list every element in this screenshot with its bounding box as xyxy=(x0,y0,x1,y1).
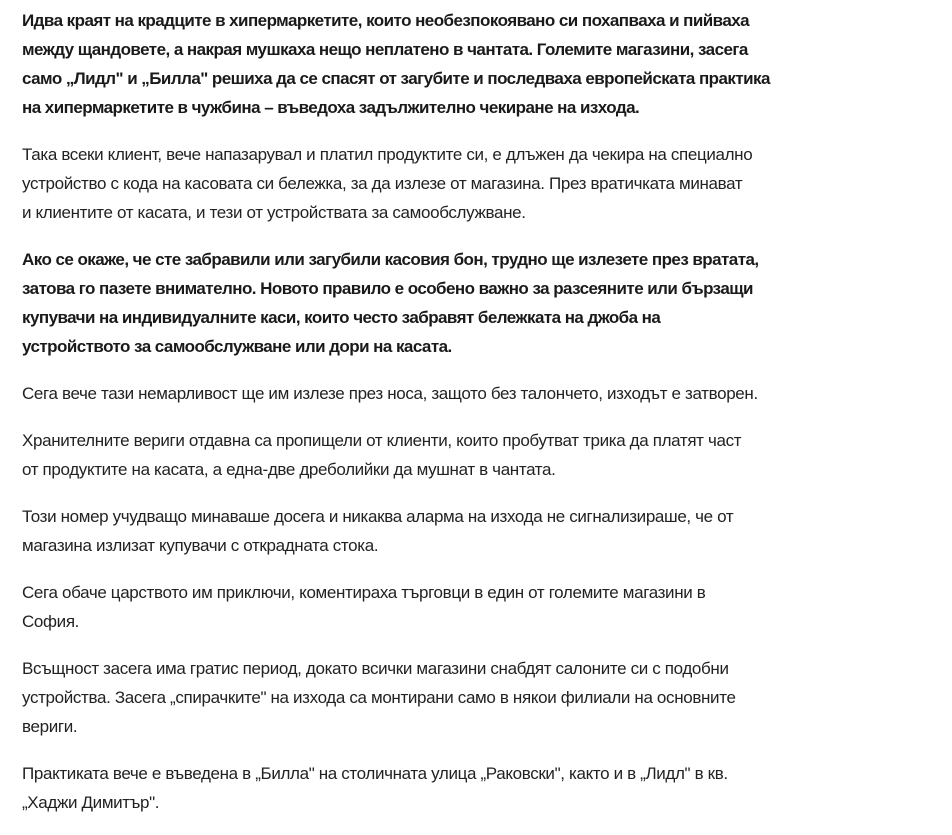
paragraph-line: устройства. Засега „спирачките" на изхода са монтирани само в някои филиали на основните xyxy=(22,688,736,707)
paragraph xyxy=(22,379,942,408)
paragraph-line: Ако се окаже, че сте забравили или загубили касовия бон, трудно ще излезете през вратата, xyxy=(22,250,759,269)
paragraph xyxy=(22,140,942,227)
paragraph xyxy=(22,502,942,560)
paragraph-line: на хипермаркетите в чужбина – въведоха задължително чекиране на изхода. xyxy=(22,98,640,117)
paragraph-line: Идва краят на крадците в хипермаркетите, които необезпокоявано си похапваха и пийваха xyxy=(22,11,750,30)
paragraph-line: Сега вече тази немарливост ще им излезе през носа, защото без талончето, изходът е затворен. xyxy=(22,384,758,403)
paragraph-line: магазина излизат купувачи с открадната стока. xyxy=(22,536,379,555)
paragraph-line: затова го пазете внимателно. Новото правило е особено важно за разсеяните или бързащи xyxy=(22,279,753,298)
paragraph-line: само „Лидл" и „Билла" решиха да се спасят от загубите и последваха европейската практика xyxy=(22,69,770,88)
paragraph-line: Хранителните вериги отдавна са пропищели от клиенти, които пробутват трика да платят част xyxy=(22,431,742,450)
paragraph-line: „Хаджи Димитър". xyxy=(22,793,160,812)
paragraph-line: Практиката вече е въведена в „Билла" на столичната улица „Раковски", както и в „Лидл" в кв. xyxy=(22,764,728,783)
paragraph-line: Този номер учудващо минаваше досега и никаква аларма на изхода не сигнализираше, че от xyxy=(22,507,734,526)
paragraph-line: между щандовете, а накрая мушкаха нещо неплатено в чантата. Големите магазини, засега xyxy=(22,40,748,59)
paragraph-line: вериги. xyxy=(22,717,78,736)
paragraph xyxy=(22,426,942,484)
paragraph-line: Така всеки клиент, вече напазарувал и платил продуктите си, е длъжен да чекира на специално xyxy=(22,145,753,164)
paragraph-line: София. xyxy=(22,612,80,631)
paragraph-line: устройство с кода на касовата си бележка, за да излезе от магазина. През вратичката минават xyxy=(22,174,743,193)
paragraph-line: устройството за самообслужване или дори на касата. xyxy=(22,337,452,356)
article-body xyxy=(22,6,942,835)
paragraph-line: и клиентите от касата, и тези от устройствата за самообслужване. xyxy=(22,203,526,222)
paragraph xyxy=(22,578,942,636)
paragraph-line: купувачи на индивидуалните каси, които често забравят бележката на джоба на xyxy=(22,308,661,327)
paragraph-line: Всъщност засега има гратис период, докато всички магазини снабдят салоните си с подобни xyxy=(22,659,729,678)
bold-paragraph xyxy=(22,245,942,361)
paragraph-line: Сега обаче царството им приключи, коментираха търговци в един от големите магазини в xyxy=(22,583,706,602)
paragraph xyxy=(22,759,942,817)
paragraph-line: от продуктите на касата, а една-две дреболийки да мушнат в чантата. xyxy=(22,460,556,479)
paragraph xyxy=(22,654,942,741)
bold-paragraph xyxy=(22,6,942,122)
